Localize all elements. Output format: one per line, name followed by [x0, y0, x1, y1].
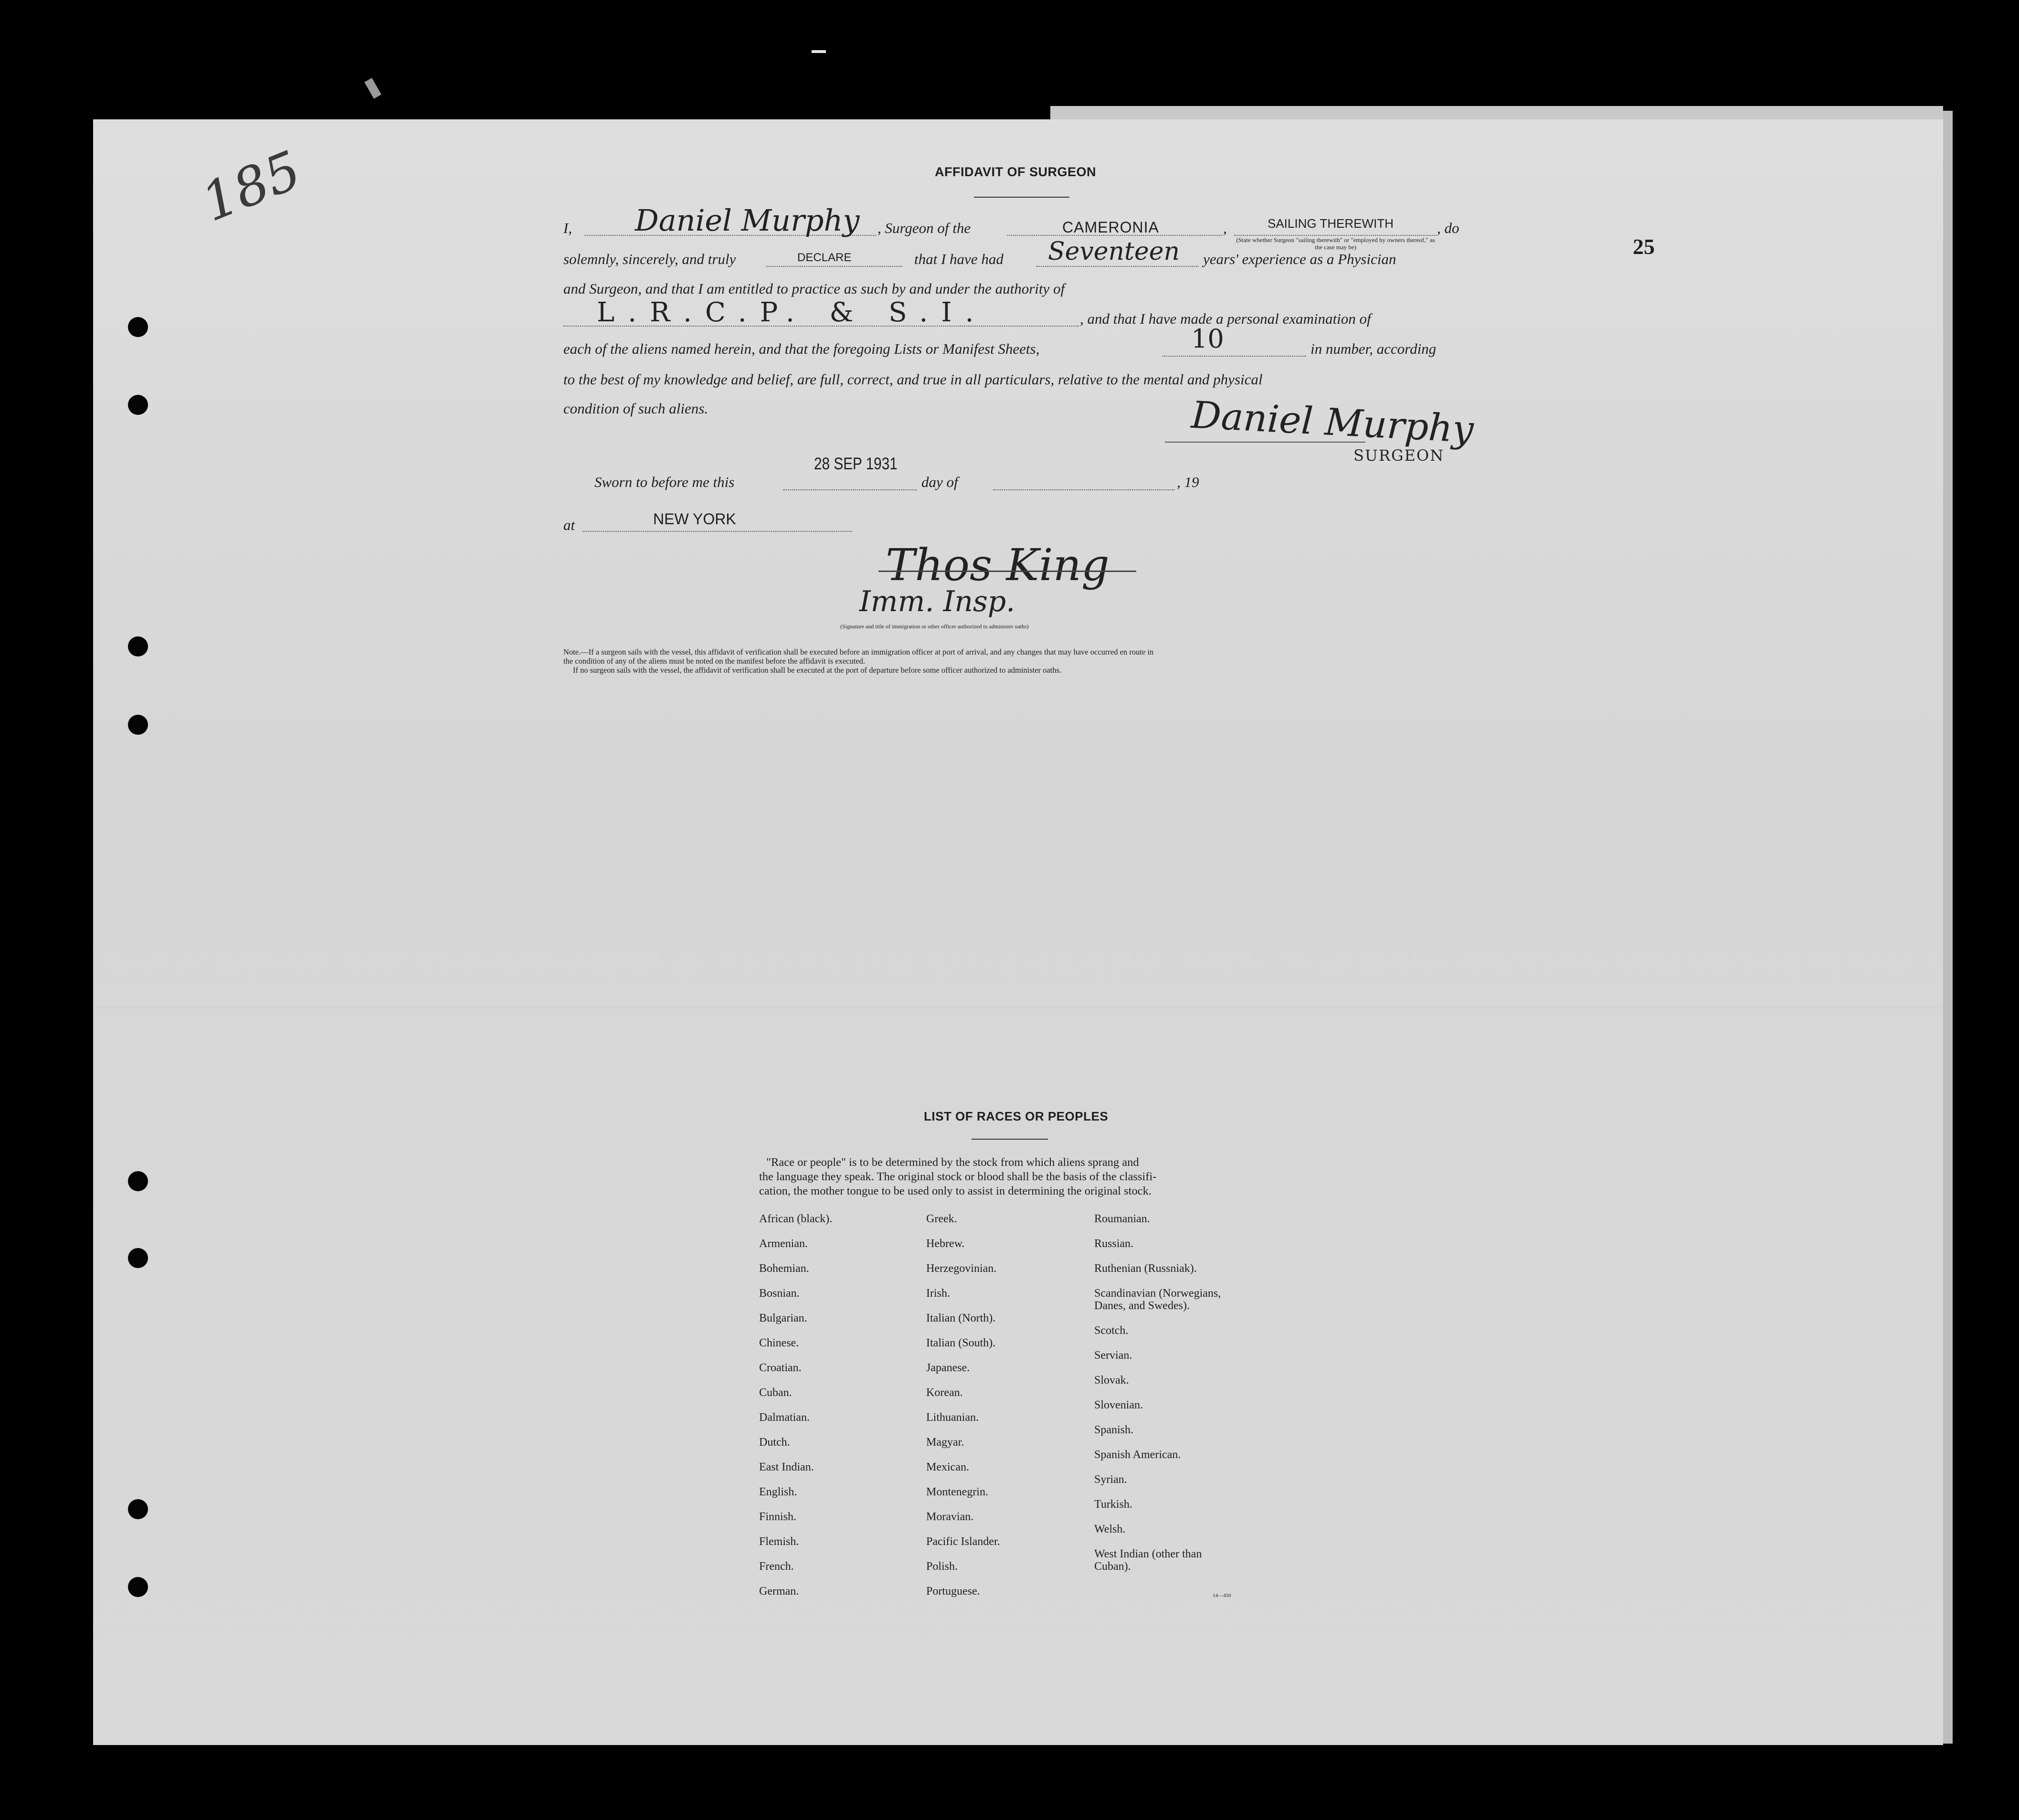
affidavit-text: years' experience as a Physician — [1203, 251, 1396, 267]
scan-artifact — [364, 78, 381, 99]
years-experience: Seventeen — [1048, 237, 1180, 266]
signature-line — [1165, 442, 1365, 443]
binder-hole — [128, 1577, 148, 1597]
affidavit-text: I, — [563, 220, 572, 236]
binder-hole — [128, 317, 148, 337]
races-intro: "Race or people" is to be determined by the stock from which aliens sprang and — [766, 1156, 1139, 1169]
manifest-page — [93, 119, 1943, 1745]
affidavit-note: Note.—If a surgeon sails with the vessel, this affidavit of verification shall be executed before an immigration officer at port of arrival, and any changes that may have occurred en route in — [563, 647, 1154, 656]
affidavit-text: day of — [921, 474, 958, 490]
race-entry: Spanish. — [1094, 1424, 1134, 1436]
affidavit-text: , do — [1437, 220, 1459, 236]
race-entry: Turkish. — [1094, 1498, 1132, 1511]
vessel-name: CAMERONIA — [1062, 219, 1159, 236]
race-entry: African (black). — [759, 1213, 833, 1225]
surgeon-title: SURGEON — [1353, 446, 1445, 465]
officer-signature-line — [878, 571, 1136, 572]
affidavit-text: at — [563, 517, 575, 533]
years-field-line — [1036, 266, 1198, 267]
race-entry: Japanese. — [926, 1362, 970, 1374]
race-entry: Magyar. — [926, 1436, 964, 1449]
race-entry: Roumanian. — [1094, 1213, 1150, 1225]
sworn-date-stamp: 28 SEP 1931 — [814, 455, 898, 473]
races-intro: the language they speak. The original stock or blood shall be the basis of the classifi- — [759, 1170, 1157, 1183]
races-title-underline — [972, 1139, 1048, 1140]
race-entry: Korean. — [926, 1386, 963, 1399]
affidavit-text: condition of such aliens. — [563, 400, 708, 417]
surgeon-name: Daniel Murphy — [635, 203, 860, 238]
race-entry: Syrian. — [1094, 1473, 1127, 1486]
race-entry: Pacific Islander. — [926, 1535, 1000, 1548]
affidavit-title: AFFIDAVIT OF SURGEON — [935, 165, 1096, 179]
officer-caption: (Signature and title of immigration or other officer authorized to administer oaths) — [840, 623, 1029, 630]
race-entry: Bohemian. — [759, 1262, 809, 1275]
race-entry: Mexican. — [926, 1461, 969, 1473]
race-entry: French. — [759, 1560, 794, 1573]
binder-hole — [128, 1499, 148, 1519]
race-entry: Scotch. — [1094, 1324, 1129, 1337]
sheet-number: 185 — [193, 139, 309, 233]
capacity-note: (State whether Surgeon "sailing therewith" or "employed by owners thereof," as the case may be) — [1236, 236, 1435, 251]
race-entry: Montenegrin. — [926, 1486, 988, 1498]
race-entry: Finnish. — [759, 1511, 797, 1523]
place-stamp: NEW YORK — [653, 510, 736, 528]
officer-title: Imm. Insp. — [859, 585, 1015, 618]
race-entry: Ruthenian (Russniak). — [1094, 1262, 1197, 1275]
race-entry: Dutch. — [759, 1436, 790, 1449]
race-entry: Croatian. — [759, 1362, 802, 1374]
affidavit-note: If no surgeon sails with the vessel, the affidavit of verification shall be executed at the port of departure before some officer authorized to administer oaths. — [573, 666, 1062, 675]
affidavit-text: solemnly, sincerely, and truly — [563, 251, 736, 267]
binder-hole — [128, 1248, 148, 1268]
declare-word: DECLARE — [797, 251, 852, 264]
affidavit-text: Sworn to before me this — [594, 474, 735, 490]
race-entry: Greek. — [926, 1213, 957, 1225]
affidavit-text: , 19 — [1177, 474, 1199, 490]
race-entry: Bosnian. — [759, 1287, 800, 1300]
place-field-line — [582, 531, 852, 532]
binder-hole — [128, 715, 148, 735]
race-entry: Welsh. — [1094, 1523, 1126, 1535]
title-underline — [974, 197, 1069, 198]
affidavit-text: , and that I have made a personal examination of — [1080, 310, 1371, 327]
sworn-month-field-line — [993, 489, 1174, 490]
race-entry: English. — [759, 1486, 797, 1498]
page-number: 25 — [1633, 234, 1655, 259]
binder-hole — [128, 1171, 148, 1191]
race-entry: Scandinavian (Norwegians, Danes, and Swedes). — [1094, 1287, 1221, 1312]
scan-artifact — [812, 50, 826, 53]
race-entry: Slovak. — [1094, 1374, 1129, 1386]
binder-hole — [128, 395, 148, 415]
race-entry: Hebrew. — [926, 1238, 965, 1250]
race-entry: Bulgarian. — [759, 1312, 807, 1324]
races-title: LIST OF RACES OR PEOPLES — [924, 1109, 1109, 1123]
affidavit-text: each of the aliens named herein, and that the foregoing Lists or Manifest Sheets, — [563, 340, 1040, 357]
declare-field-line — [766, 266, 902, 267]
race-entry: Portuguese. — [926, 1585, 980, 1598]
race-entry: Spanish American. — [1094, 1449, 1181, 1461]
race-entry: Chinese. — [759, 1337, 799, 1349]
surgeon-signature: Daniel Murphy — [1190, 393, 1475, 452]
affidavit-text: and Surgeon, and that I am entitled to practice as such by and under the authority of — [563, 280, 1065, 297]
race-entry: Slovenian. — [1094, 1399, 1143, 1411]
form-number: 14—450 — [1213, 1593, 1231, 1598]
race-entry: Irish. — [926, 1287, 950, 1300]
affidavit-text: , — [1223, 220, 1227, 236]
race-entry: Armenian. — [759, 1238, 808, 1250]
affidavit-text: to the best of my knowledge and belief, are full, correct, and true in all particulars, relative to the mental and physical — [563, 371, 1263, 388]
race-entry: German. — [759, 1585, 799, 1598]
race-entry: West Indian (other than Cuban). — [1094, 1548, 1202, 1573]
race-entry: Italian (South). — [926, 1337, 996, 1349]
race-entry: Lithuanian. — [926, 1411, 979, 1424]
race-entry: Servian. — [1094, 1349, 1132, 1362]
affidavit-note: the condition of any of the aliens must be noted on the manifest before the affidavit is executed. — [563, 656, 866, 666]
race-entry: Flemish. — [759, 1535, 799, 1548]
race-entry: Dalmatian. — [759, 1411, 810, 1424]
officer-signature: Thos King — [886, 540, 1110, 591]
race-entry: Herzegovinian. — [926, 1262, 997, 1275]
capacity-field-line — [1234, 235, 1437, 236]
page-fold — [93, 1007, 1943, 1008]
race-entry: Polish. — [926, 1560, 958, 1573]
affidavit-text: that I have had — [914, 251, 1004, 267]
race-entry: East Indian. — [759, 1461, 814, 1473]
race-entry: Russian. — [1094, 1238, 1134, 1250]
affidavit-text: in number, according — [1311, 340, 1437, 357]
binder-hole — [128, 636, 148, 656]
sworn-date-field-line — [783, 489, 917, 490]
licensing-authority: L.R.C.P. & S.I. — [597, 297, 987, 328]
sheets-field-line — [1163, 356, 1306, 357]
race-entry: Italian (North). — [926, 1312, 996, 1324]
affidavit-text: , Surgeon of the — [877, 220, 971, 236]
race-entry: Cuban. — [759, 1386, 792, 1399]
sheets-count: 10 — [1191, 324, 1224, 354]
surgeon-capacity: SAILING THEREWITH — [1268, 216, 1394, 231]
race-entry: Moravian. — [926, 1511, 974, 1523]
races-intro: cation, the mother tongue to be used only to assist in determining the original stock. — [759, 1185, 1152, 1197]
